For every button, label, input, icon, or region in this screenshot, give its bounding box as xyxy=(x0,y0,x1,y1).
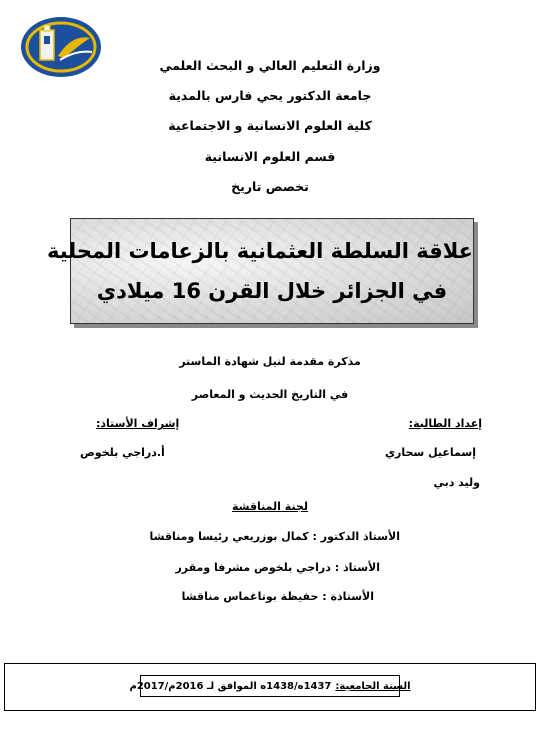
department-name: قسم العلوم الانسانية xyxy=(204,149,336,164)
student-name-2: وليد دبي xyxy=(433,476,480,489)
academic-year xyxy=(129,675,411,697)
thesis-purpose: مذكرة مقدمة لنيل شهادة الماستر xyxy=(179,355,361,368)
academic-year-label: السنة الجامعية: xyxy=(335,680,411,692)
thesis-title-line-1: علاقة السلطة العثمانية بالزعامات المحلية xyxy=(46,239,473,263)
committee-member-2: الأستاذ : دراجي بلخوص مشرفا ومقرر xyxy=(175,561,380,574)
academic-year-value: 1437ه/1438ه الموافق لـ 2016م/2017م xyxy=(129,680,332,692)
faculty-name: كلية العلوم الانسانية و الاجتماعية xyxy=(168,118,372,133)
student-name-1: إسماعيل سحاري xyxy=(384,446,476,459)
supervisor-label: إشراف الأستاذ: xyxy=(96,417,180,430)
specialty-name: تخصص تاريخ xyxy=(231,179,309,194)
committee-label: لجنة المناقشة xyxy=(231,500,308,513)
committee-member-1: الأستاذ الدكتور : كمال بوزريعي رئيسا ومناقشا xyxy=(149,530,400,543)
thesis-title-line-2: في الجزائر خلال القرن 16 ميلادي xyxy=(96,279,448,303)
university-name: جامعة الدكتور يحي فارس بالمدية xyxy=(168,88,372,103)
supervisor-name: أ.دراجي بلخوص xyxy=(80,446,165,459)
ministry-name: وزارة التعليم العالي و البحث العلمي xyxy=(159,58,381,73)
title-frame xyxy=(46,218,474,324)
students-label: إعداد الطالبة: xyxy=(408,417,482,430)
thesis-field: في التاريخ الحديث و المعاصر xyxy=(191,388,349,401)
committee-member-3: الأستاذة : حفيظة بوتاغماس مناقشا xyxy=(181,590,374,603)
